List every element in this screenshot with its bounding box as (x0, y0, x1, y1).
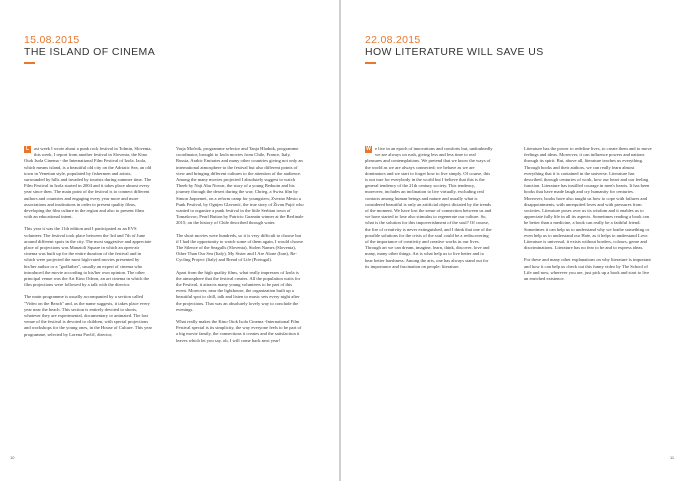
paragraph: For these and many other explanations on why literature is important and how it can help us check out this funny video by The School of Life and now, wherever you are, just pick up a book and start to live an enriched existence. (524, 257, 651, 282)
right-column-1 (365, 146, 493, 276)
paragraph: Literature has the power to redefine lives, to create them and to move feelings and ideas. Moreover, it can influence powers and nations through its spirit. But, above all, literature teaches us everything. Through books and their authors, we can really learn almost everything that it is contained in the universe. Literature has described, through centuries of work, how our heart and our feeling function. Literature has instilled courage in men's hearts. It has been books that have made laugh and cry humanity for centuries. Moreover, books have also taught us how to cope with failures and disappointments, with unrequited loves and with pressures from societies. Literature poses over us its wisdom and it enables us to appreciate fully life in all its aspects. Sometimes reading a book can be better than a medicine, a book can really be a faithful friend. Sometimes it can help us to understand why we loathe something or even help us to understand our Hate, as it helps to understand Love. Literature is universal, it exists without borders, colours, genre and discriminations. Literature has no fear to be and to express ideas. (524, 146, 652, 251)
page-number-left: 10 (10, 455, 15, 460)
page-number-right: 11 (670, 455, 675, 460)
paragraph: The short movies were hundreds, so it is very difficult to choose but if I had the opportunity to watch some of them again, I would choose The Silence of the Seagulls (Slovenia), Stolen Names (Slovenia), Other Than Our Sea (Italy), My Sister and I Are Alone (Iran), Re-Cycling Project (Italy) and Bread of Life (Portugal). (176, 232, 304, 263)
paragraph: The main programme is usually accompanied by a section called "Video on the Beach" and, as the name suggests, it takes place every year near the beach. This section is entirely devoted to shorts, whatever they are experimental, documentary or animated. The last venue of the festival is devoted to children, with special projections and workshops for the young ones, in the House of Culture. This year programme, selected by Lorena Pavlič, director, (24, 294, 153, 337)
right-column-2 (524, 146, 654, 288)
right-title-rule (365, 62, 376, 64)
dropcap: W (366, 146, 371, 152)
right-page (341, 0, 680, 481)
paragraph: This year it was the 11th edition and I participated as an EVS volunteer. The festival took place between the 3rd and 7th of June around different spots in the city. The most suggestive and appreciate place of projections was Manzioli Square in which an open-air cinema was built up for the entire duration of the festival and in which were projected the most high-rated movies presented by his/her author or a "godfather", usually an expert of cinema who introduced the movie according to his/her own opinion. The other principal venue was the Art Kino Odeon, an art cinema in which the film projections were followed by a talk with the director. (24, 226, 152, 288)
paragraph: W e live in an epoch of innovations and comforts but, undoubtedly we are always on rush, giving less and less time to real pleasures and contemplations. We pretend that we know the ways of the world as we are always connected; we behave as we are dominators and we start to forget how to live simply. Of course, this is not true for everybody in the world but I believe that this is the general tendency of the 21th century society. This tendency, moreover, includes an inclination to live virtually, excluding real contacts among human beings and nature and usually what is considered beautiful is only an artificial object dictated by the trends of the moment. We have lost the sense of connection between us and we have started to lose also stimulus to regenerate our culture. So, what is the solution for this impoverishment of the soul? Of course, the fire of creativity is never extinguished, and I think that one of the possible solutions for the crisis of the soul could be a rediscovering of the importance of creativity and creative works in our lives. Through art we can dream, imagine, learn, think, discover, love and many, many other things. Art is what help us to live better and to bear better harshness. Among the arts, one has always stand out for its importance and fascination on people: literature. (365, 146, 493, 269)
paragraph: Apart from the high quality films, what really impresses of Izola is the atmosphere that the festival creates. All the population waits for the Festival, it attracts many young volunteers to be part of this event. Moreover, near the lighthouse, the organization built up a beautiful spot to chill, talk and listen to music sets every night after the projections. That was an absolutely lovely way to conclude the evenings. (176, 269, 301, 312)
paragraph: What really makes the Kino Otok Isola Cinema -International Film Festival special is its simplicity, the way everyone feels to be part of a big movie family, the connections it creates and the satisfaction it leaves which let you say, oh, I will come back next year! (176, 319, 302, 343)
left-column-2 (176, 146, 304, 350)
right-article-title: HOW LITERATURE WILL SAVE US (365, 46, 544, 58)
left-page (0, 0, 339, 481)
dropcap: L (25, 146, 30, 152)
paragraph: L ast week I wrote about a punk rock festival in Tolmin, Slovenia, this week, I report from another festival in Slovenia, the Kino Otok Isola Cinema - the International Film Festival of Izola. Izola, which means island, is a beautiful old city on the Adriatic Sea, an old town in Venetian style, populated by fishermen and artists, surrounded by hills and invaded by tourists during summer time. The Film Festival in Izola started in 2004 and it takes place almost every year since then. The main point of the festival is to connect different authors and countries and engaging every year more and more associations and institutions in order to present quality films, developing the film culture in the region and also to present films with an educational intent. (24, 146, 152, 220)
left-title-rule (24, 62, 35, 64)
right-article-date: 22.08.2015 (365, 34, 421, 46)
left-column-1 (24, 146, 152, 344)
left-article-title: THE ISLAND OF CINEMA (24, 46, 156, 58)
left-article-date: 15.08.2015 (24, 34, 80, 46)
paragraph: Varja Močnik, programme selector and Tanja Hladnik, programme coordinator, brought to Izola movies from Chile, France, Italy, Russia, Arabic Emirates and many other countries giving not only an international atmosphere to the festival but also different points of view and bringing different cultures to the attention of the audience. Among the many movies projected I absolutely suggest to watch Theeb by Naji Abu Nowar, the story of a young Beduoin and his journey through the desert during the war; Chrieg, a Swiss film by Simon Jaquemet, on a reform camp for youngsters; Zvezno Mesto a Punk Festival, by Ognjen Glavonić, the true story of Živan Pujić who wanted to organize a punk festival in the little Serbian town of Tomašovac; Pearl Button by Patricio Guzmán winner at the Berlinale 2015; on the history of Chile described through water. (176, 146, 304, 226)
